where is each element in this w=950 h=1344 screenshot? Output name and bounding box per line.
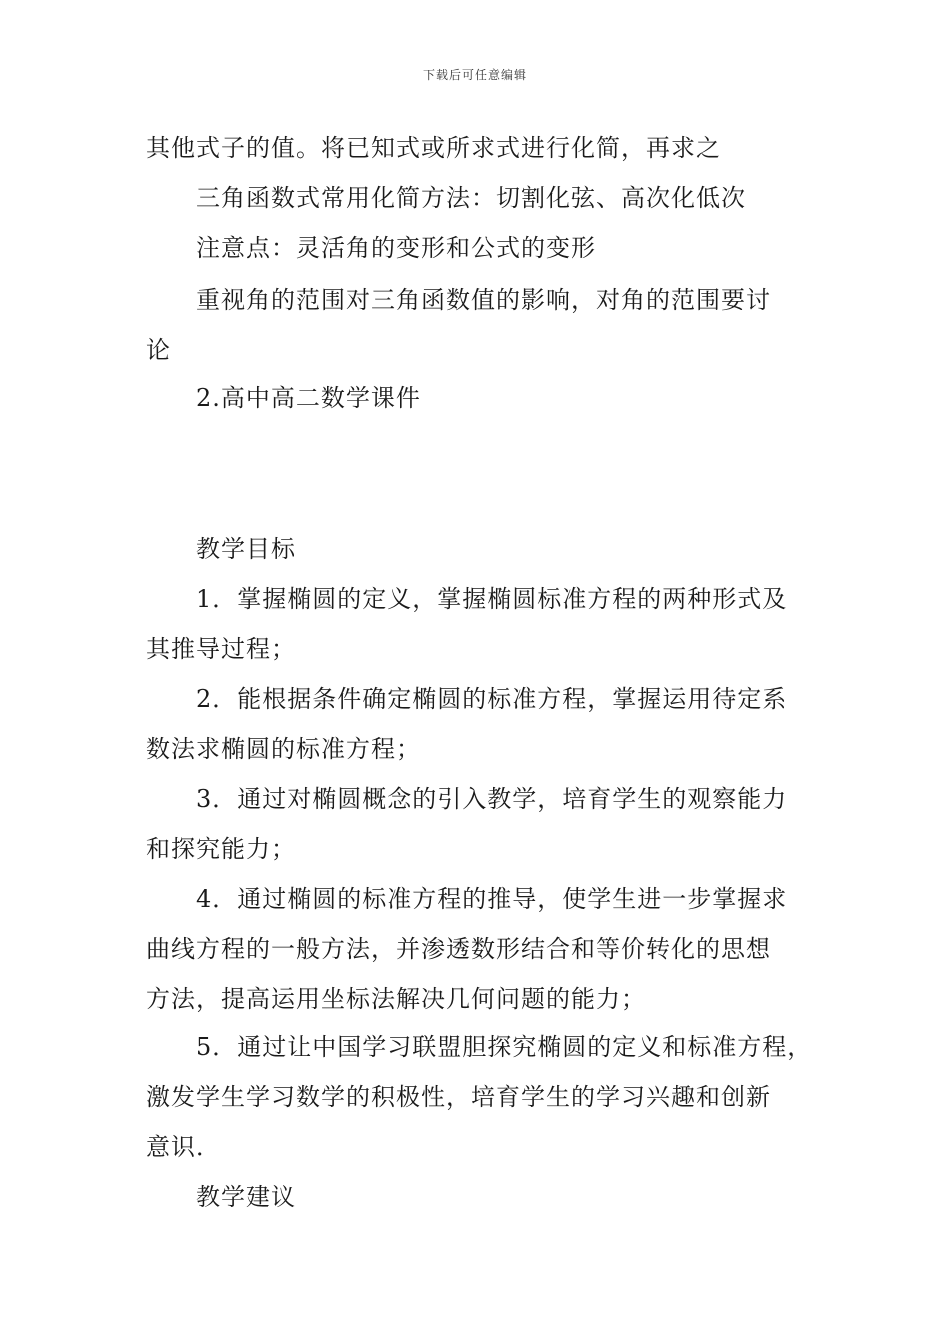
text-line: 意识． <box>146 1133 221 1161</box>
section-heading: 教学建议 <box>196 1183 296 1211</box>
text-line: 其他式子的值。将已知式或所求式进行化简，再求之 <box>146 134 721 162</box>
text-line: 论 <box>146 336 171 364</box>
text-line: 5．通过让中国学习联盟胆探究椭圆的定义和标准方程， <box>196 1033 813 1061</box>
text-line: 4．通过椭圆的标准方程的推导，使学生进一步掌握求 <box>196 885 788 913</box>
text-line: 3．通过对椭圆概念的引入教学，培育学生的观察能力 <box>196 785 788 813</box>
text-line: 重视角的范围对三角函数值的影响，对角的范围要讨 <box>196 286 771 314</box>
text-line: 注意点：灵活角的变形和公式的变形 <box>196 234 596 262</box>
text-line: 和探究能力； <box>146 835 296 863</box>
text-line: 曲线方程的一般方法，并渗透数形结合和等价转化的思想 <box>146 935 771 963</box>
text-line: 2．能根据条件确定椭圆的标准方程，掌握运用待定系 <box>196 685 788 713</box>
text-line: 方法，提高运用坐标法解决几何问题的能力； <box>146 985 646 1013</box>
text-line: 激发学生学习数学的积极性，培育学生的学习兴趣和创新 <box>146 1083 771 1111</box>
section-heading: 教学目标 <box>196 535 296 563</box>
text-line: 1．掌握椭圆的定义，掌握椭圆标准方程的两种形式及 <box>196 585 788 613</box>
text-line: 数法求椭圆的标准方程； <box>146 735 421 763</box>
text-line: 三角函数式常用化简方法：切割化弦、高次化低次 <box>196 184 746 212</box>
page-header: 下载后可任意编辑 <box>422 68 527 82</box>
text-line: 其推导过程； <box>146 635 296 663</box>
section-heading: 2.高中高二数学课件 <box>196 384 421 412</box>
